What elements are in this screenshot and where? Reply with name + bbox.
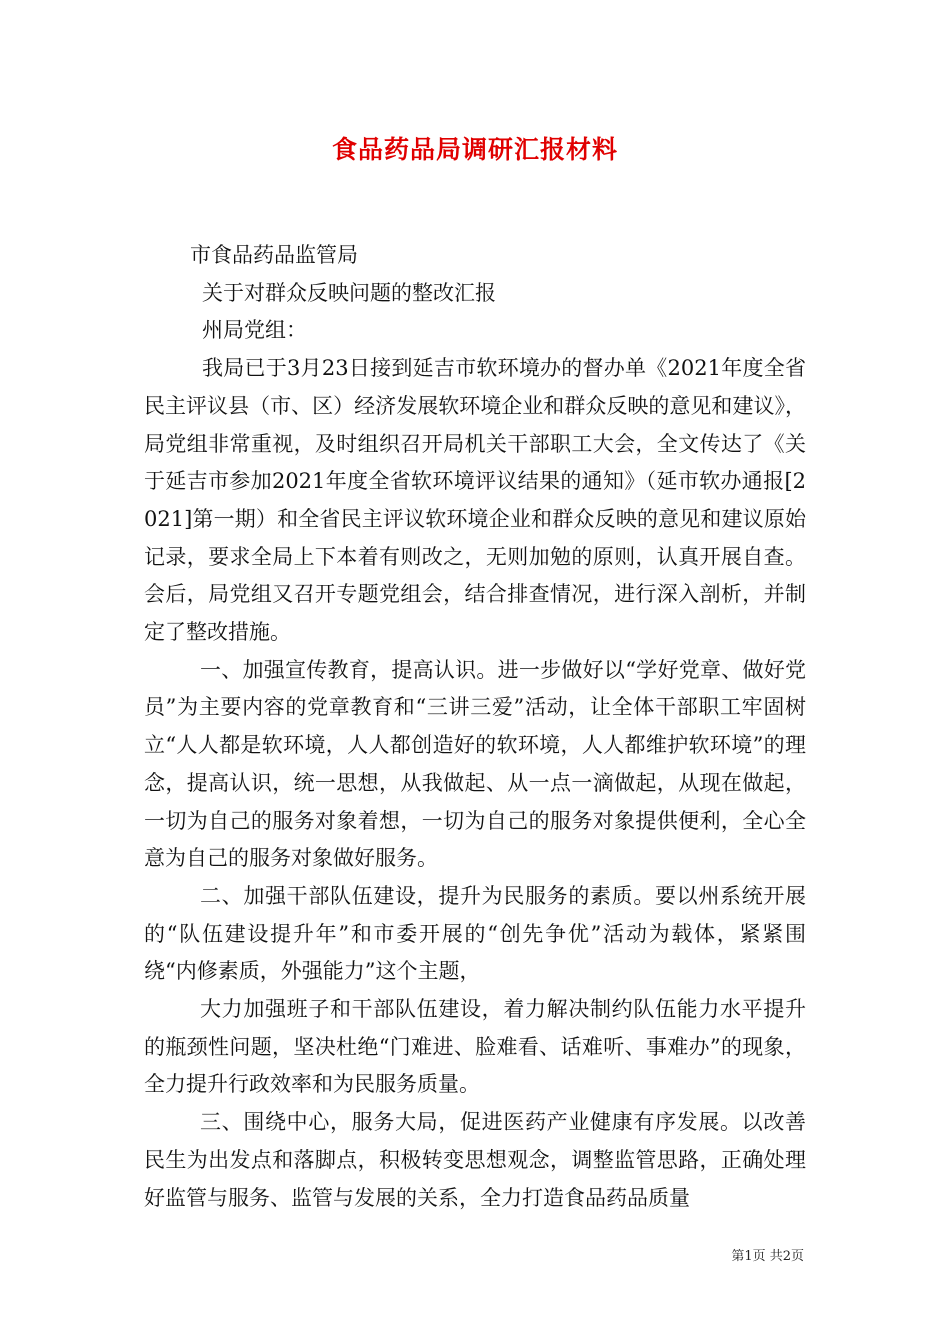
paragraph-section-3: 三、围绕中心，服务大局，促进医药产业健康有序发展。以改善民生为出发点和落脚点，积极转变思想观念，调整监管思路，正确处理好监管与服务、监管与发展的关系，全力打造食品药品质量 — [144, 1110, 806, 1210]
paragraph-subject: 关于对群众反映问题的整改汇报 — [202, 280, 496, 305]
page-number-footer: 第1页 共2页 — [731, 1249, 804, 1264]
paragraph-section-1: 一、加强宣传教育，提高认识。进一步做好以“学好党章、做好党员”为主要内容的党章教育和“三讲三爱”活动，让全体干部职工牢固树立“人人都是软环境，人人都创造好的软环境，人人都维护软环境”的理念，提高认识，统一思想，从我做起、从一点一滴做起，从现在做起，一切为自己的服务对象着想，一切为自己的服务对象提供便利，全心全意为自己的服务对象做好服务。 — [144, 657, 806, 871]
paragraph-issuer: 市食品药品监管局 — [190, 243, 358, 267]
paragraph-intro: 我局已于3月23日接到延吉市软环境办的督办单《2021年度全省民主评议县（市、区）经济发展软环境企业和群众反映的意见和建议》，局党组非常重视，及时组织召开局机关干部职工大会，全文传达了《关于延吉市参加2021年度全省软环境评议结果的通知》（延市软办通报[2021]第一期）和全省民主评议软环境企业和群众反映的意见和建议原始记录，要求全局上下本着有则改之，无则加勉的原则，认真开展自查。会后，局党组又召开专题党组会，结合排查情况，进行深入剖析，并制定了整改措施。 — [144, 356, 806, 645]
paragraph-section-2: 二、加强干部队伍建设，提升为民服务的素质。要以州系统开展的“队伍建设提升年”和市委开展的“创先争优”活动为载体，紧紧围绕“内修素质，外强能力”这个主题， — [144, 883, 806, 984]
document-title: 食品药品局调研汇报材料 — [331, 135, 618, 164]
document-body — [144, 237, 806, 1217]
paragraph-section-2-cont: 大力加强班子和干部队伍建设，着力解决制约队伍能力水平提升的瓶颈性问题，坚决杜绝“门难进、脸难看、话难听、事难办”的现象，全力提升行政效率和为民服务质量。 — [144, 997, 806, 1097]
paragraph-salutation: 州局党组： — [202, 318, 307, 343]
